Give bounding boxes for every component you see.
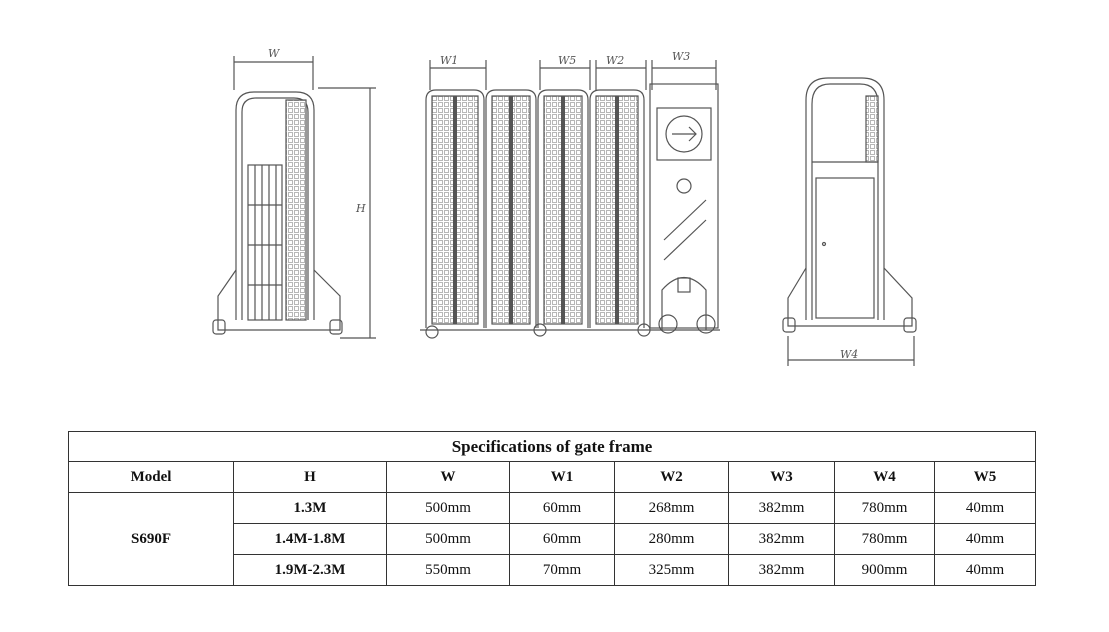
gate-head-unit bbox=[650, 84, 718, 330]
gate-panel-2 bbox=[486, 90, 536, 328]
cell-w1: 60mm bbox=[510, 493, 615, 524]
cell-w5: 40mm bbox=[935, 493, 1036, 524]
cell-w1: 70mm bbox=[510, 555, 615, 586]
gate-panel-1 bbox=[426, 90, 484, 328]
header-w1: W1 bbox=[510, 462, 615, 493]
cell-w3: 382mm bbox=[729, 524, 835, 555]
side-view-drawing bbox=[213, 56, 376, 338]
cell-w1: 60mm bbox=[510, 524, 615, 555]
header-h: H bbox=[234, 462, 387, 493]
front-view-drawing bbox=[420, 60, 720, 338]
dim-label-w: W bbox=[268, 47, 280, 60]
gate-panel-3 bbox=[538, 90, 588, 328]
header-w4: W4 bbox=[835, 462, 935, 493]
dim-label-w2: W2 bbox=[606, 54, 625, 67]
cell-w: 500mm bbox=[387, 524, 510, 555]
cell-w2: 325mm bbox=[615, 555, 729, 586]
dim-label-h: H bbox=[356, 202, 366, 215]
cell-w4: 900mm bbox=[835, 555, 935, 586]
cell-w5: 40mm bbox=[935, 524, 1036, 555]
header-model: Model bbox=[69, 462, 234, 493]
table-header-row bbox=[69, 462, 1036, 493]
header-w5: W5 bbox=[935, 462, 1036, 493]
cell-h: 1.4M-1.8M bbox=[234, 524, 387, 555]
header-w3: W3 bbox=[729, 462, 835, 493]
dim-label-w4: W4 bbox=[840, 348, 859, 361]
dim-label-w5: W5 bbox=[558, 54, 577, 67]
gate-panel-4 bbox=[590, 90, 644, 328]
specifications-table bbox=[68, 431, 1036, 586]
cell-w: 550mm bbox=[387, 555, 510, 586]
cell-w3: 382mm bbox=[729, 555, 835, 586]
cell-h: 1.3M bbox=[234, 493, 387, 524]
cell-w3: 382mm bbox=[729, 493, 835, 524]
model-cell: S690F bbox=[69, 493, 234, 586]
header-w2: W2 bbox=[615, 462, 729, 493]
header-w: W bbox=[387, 462, 510, 493]
cell-w4: 780mm bbox=[835, 524, 935, 555]
table-title: Specifications of gate frame bbox=[69, 432, 1036, 462]
dim-label-w1: W1 bbox=[440, 54, 459, 67]
dim-label-w3: W3 bbox=[672, 50, 691, 63]
cell-w2: 268mm bbox=[615, 493, 729, 524]
cell-w: 500mm bbox=[387, 493, 510, 524]
cell-w5: 40mm bbox=[935, 555, 1036, 586]
rear-view-drawing bbox=[783, 78, 916, 366]
cell-h: 1.9M-2.3M bbox=[234, 555, 387, 586]
cell-w4: 780mm bbox=[835, 493, 935, 524]
table-row bbox=[69, 493, 1036, 524]
cell-w2: 280mm bbox=[615, 524, 729, 555]
